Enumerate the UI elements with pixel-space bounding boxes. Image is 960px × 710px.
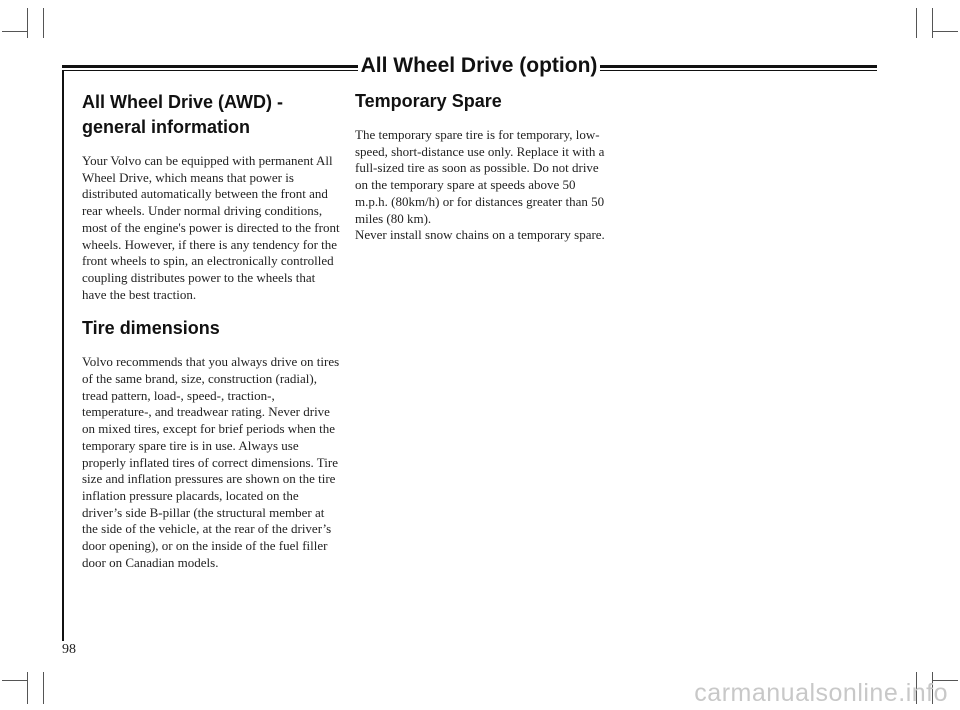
section-heading-awd <box>82 90 342 140</box>
crop-mark <box>27 672 28 704</box>
section-heading-tires: Tire dimensions <box>82 318 220 339</box>
paragraph-spare: The temporary spare tire is for temporary, low-speed, short-distance use only. Replace it with a full-sized tire as soon as possible. Do not drive on the temporary spare at speeds above 50 m.p.h. (80km/h) or for distances greater than 50 miles (80 km). <box>355 127 605 226</box>
section-heading-spare: Temporary Spare <box>355 91 502 111</box>
crop-mark <box>43 8 44 38</box>
crop-mark <box>932 8 933 38</box>
watermark: carmanualsonline.info <box>694 679 948 707</box>
crop-mark <box>43 672 44 704</box>
header-rule-left <box>62 65 358 71</box>
left-column <box>82 88 342 571</box>
heading-line: All Wheel Drive (AWD) - <box>82 92 284 112</box>
paragraph-spare-chains: Never install snow chains on a temporary spare. <box>355 227 605 243</box>
header-rule-right <box>600 65 877 71</box>
paragraph-awd: Your Volvo can be equipped with permanent All Wheel Drive, which means that power is distributed automatically between the front and rear wheels. Under normal driving conditions, most of the engine's power is directed to the front wheels. However, if there is any tendency for the front wheels to spin, an electronically controlled coupling distributes power to the wheels that have the best traction. <box>82 153 340 302</box>
right-column <box>355 88 610 244</box>
heading-line: general information <box>82 117 251 137</box>
margin-rule <box>62 71 64 641</box>
crop-mark <box>2 31 28 32</box>
crop-mark <box>27 8 28 38</box>
crop-mark <box>916 8 917 38</box>
paragraph-tires: Volvo recommends that you always drive on tires of the same brand, size, construction (radial), tread pattern, load-, speed-, traction-, temperature-, and treadwear rating. Never drive on mixed tires, except for brief periods when the temporary spare tire is in use. Always use properly inflated tires of correct dimensions. Tire size and inflation pressures are shown on the tire inflation pressure placards, located on the driver’s side B-pillar (the structural member at the side of the vehicle, at the rear of the driver’s door opening), or on the inside of the fuel filler door on Canadian models. <box>82 354 340 570</box>
crop-mark <box>932 31 958 32</box>
page-header-title: All Wheel Drive (option) <box>360 54 598 77</box>
crop-mark <box>2 680 28 681</box>
page-number: 98 <box>62 642 76 657</box>
